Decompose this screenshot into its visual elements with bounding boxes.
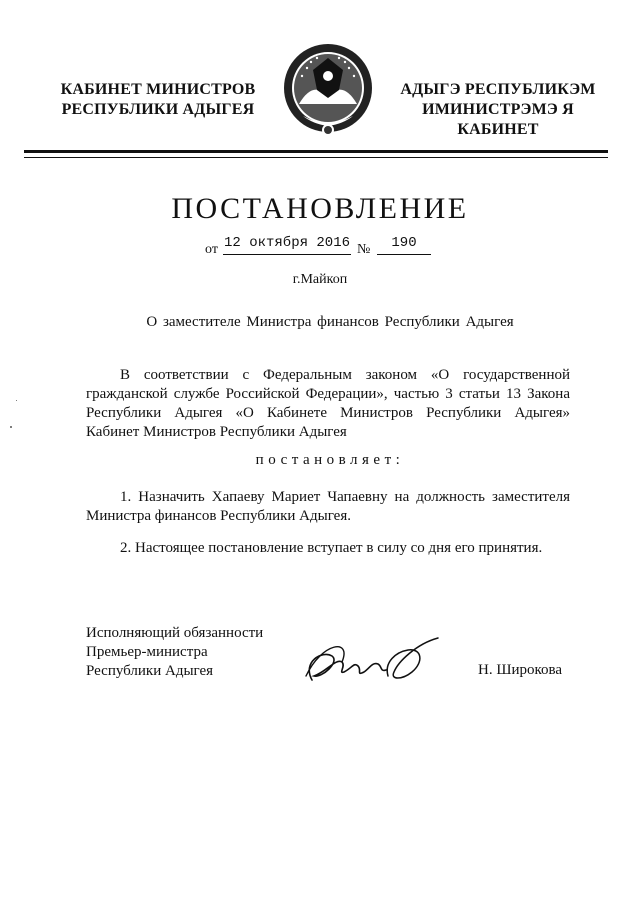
item-1: 1. Назначить Хапаеву Мариет Чапаевну на должность заместителя Министра финансов Республики Адыгея.	[86, 489, 570, 524]
scan-speck	[16, 400, 17, 401]
item-2: 2. Настоящее постановление вступает в силу со дня его принятия.	[120, 540, 543, 556]
header-left-line1: КАБИНЕТ МИНИСТРОВ	[60, 81, 256, 98]
header-right-line1: АДЫГЭ РЕСПУБЛИКЭМ	[400, 81, 596, 98]
date-value: 12 октября 2016	[223, 234, 351, 255]
header-right-line2: ИМИНИСТРЭМЭ Я КАБИНЕТ	[422, 101, 574, 138]
document-subject: О заместителе Министра финансов Республики Адыгея	[146, 314, 514, 330]
document-number: 190	[377, 234, 431, 255]
scan-speck	[10, 426, 12, 428]
decree-word: постановляет:	[255, 452, 405, 468]
signer-name: Н. Широкова	[478, 662, 563, 678]
header-left-line2: РЕСПУБЛИКИ АДЫГЕЯ	[61, 101, 255, 118]
handwritten-signature	[292, 632, 442, 692]
signatory-line1: Исполняющий обязанности	[86, 625, 264, 641]
signatory-line3: Республики Адыгея	[86, 663, 214, 679]
city: г.Майкоп	[292, 272, 348, 287]
header-right-title	[388, 80, 608, 140]
header-divider-thick	[24, 150, 608, 153]
number-sign: №	[357, 242, 371, 257]
header-divider-thin	[24, 157, 608, 158]
date-number-line	[205, 234, 445, 258]
coat-of-arms-emblem	[273, 40, 383, 140]
header-left-title	[58, 80, 258, 120]
date-prefix: от	[205, 242, 218, 257]
document-title: ПОСТАНОВЛЕНИЕ	[171, 192, 469, 225]
signatory-title	[86, 624, 263, 681]
signatory-line2: Премьер-министра	[86, 644, 208, 660]
preamble-paragraph: В соответствии с Федеральным законом «О государственной гражданской службе Российской Федерации», частью 3 статьи 13 Закона Республики Адыгея «О Кабинете Министров Республики Адыгея» Кабинет Министров Республики Адыгея	[86, 367, 570, 440]
